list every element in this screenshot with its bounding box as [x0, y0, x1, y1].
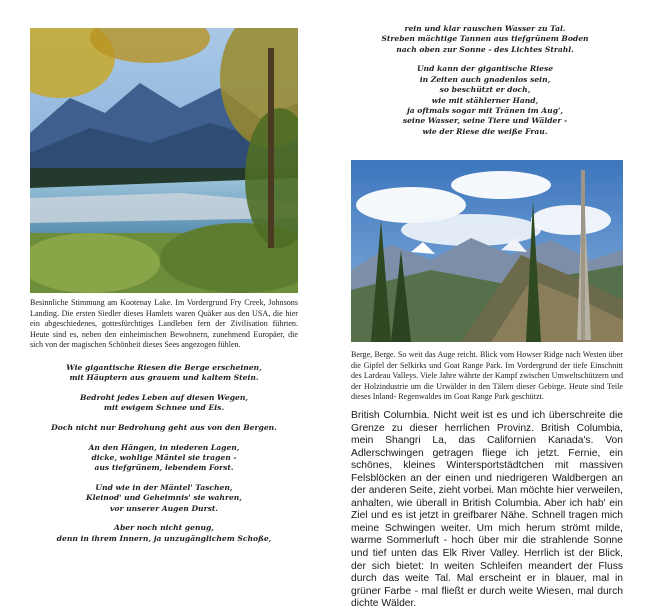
- poem-line: vor unserer Augen Durst.: [110, 503, 218, 513]
- poem-line: An den Hängen, in niederen Lagen,: [88, 442, 240, 452]
- poem-line: Streben mächtige Tannen aus tiefgrünem Boden: [381, 34, 589, 44]
- poem-stanza: [30, 393, 298, 414]
- poem-stanza: [30, 443, 298, 474]
- poem-line: Bedroht jedes Leben auf diesen Wegen,: [79, 393, 249, 402]
- poem-line: in Zeiten auch gnadenlos sein,: [419, 74, 551, 84]
- poem-right: [350, 24, 620, 146]
- lake-landscape-image: [30, 28, 298, 293]
- poem-line: mit Häuptern aus grauem und kaltem Stein.: [69, 373, 259, 383]
- poem-line: nach oben zur Sonne - des Lichtes Strahl.: [396, 44, 574, 54]
- poem-line: aus tiefgrünem, lebendem Forst.: [94, 463, 234, 473]
- poem-line: Wie gigantische Riesen die Berge erscheinen,: [66, 363, 262, 372]
- poem-stanza: [30, 363, 298, 384]
- poem-stanza: [30, 483, 298, 514]
- poem-stanza: [30, 423, 298, 433]
- poem-line: denn in ihrem Innern, ja unzugänglichem Schoße,: [56, 533, 272, 543]
- body-text: British Columbia. Nicht weit ist es und ich überschreite die Grenze zu dieser herrlichen Provinz. British Columbia, mein Shangri La, das Californien Kanada's. Von Adlerschwingen getragen fliege ich jetzt. Fernie, ein schönes, kleines Wintersportstädtchen mit massiven Felsblöcken an der einen und niedrigeren Waldbergen an der anderen Seite, zieht vorbei. Man möchte hier verweilen, anhalten, wie überall in British Columbia. Aber ich hab' ein Ziel und es ist jetzt in greifbarer Nähe. Schnell tragen mich meine Schwingen weiter. Um mich herum strömt milde, warme Sommerluft - hoch über mir die strahlende Sonne und tief unten das Elk River Valley. Herrlich ist der Blick, der sich bietet: In weiten Schleifen meandert der Fluss durch das weite Tal. Mal erscheint er in blauer, mal in grüner Farbe - mal fließt er durch weite Wiesen, mal durch dichte Wälder.: [351, 410, 623, 610]
- poem-line: Und wie in der Mäntel' Taschen,: [95, 483, 233, 492]
- poem-line: wie der Riese die weiße Frau.: [422, 126, 548, 136]
- poem-line: Kleinod' und Geheimnis' sie wahren,: [86, 493, 242, 503]
- lake-photo-caption: Besinnliche Stimmung am Kootenay Lake. Im Vordergrund Fry Creek, Johnsons Landing. Die ersten Siedler dieses Hamlets waren Quäker aus den USA, die hier ein abgeschiedenes, gottesfürchtiges Landleben fern der Zivilisation führten. Heute sind es, neben den einheimischen Bewohnern, zunehmend Europäer, die sich von der magischen Schönheit dieses Sees angezogen fühlen.: [30, 298, 298, 350]
- poem-line: wie mit stählerner Hand,: [431, 95, 539, 105]
- lake-landscape-photo: [30, 28, 298, 293]
- poem-line: Und kann der gigantische Riese: [416, 64, 554, 74]
- poem-stanza: [350, 64, 620, 137]
- poem-line: seine Wasser, seine Tiere und Wälder -: [402, 116, 568, 126]
- poem-line: so beschützt er doch,: [439, 85, 531, 95]
- poem-left: [30, 363, 298, 553]
- poem-line: Aber noch nicht genug,: [114, 523, 214, 533]
- poem-line: dicke, wohlige Mäntel sie tragen -: [91, 453, 237, 462]
- poem-line: mit ewigem Schnee und Eis.: [103, 403, 225, 413]
- ridge-photo-caption: Berge, Berge. So weit das Auge reicht. Blick vom Howser Ridge nach Westen über die Gipfel der Selkirks und Goat Range Park. Im Vordergrund der tiefe Einschnitt des Lardeau Valleys. Viele Jahre währte der Kampf zwischen Umweltschützern und der Holzindustrie um die Urwälder in den Tälern dieser Gebirge. Heute sind Teile dieses Inland- Regenwaldes im Goat Range Park geschützt.: [351, 350, 623, 402]
- poem-stanza: [350, 24, 620, 55]
- mountain-ridge-image: [351, 160, 623, 342]
- poem-line: ja oftmals sogar mit Tränen im Aug',: [407, 106, 563, 116]
- mountain-ridge-photo: [351, 160, 623, 342]
- poem-line: Doch nicht nur Bedrohung geht aus von den Bergen.: [51, 423, 277, 432]
- poem-line: rein und klar rauschen Wasser zu Tal.: [404, 24, 566, 33]
- poem-stanza: [30, 523, 298, 544]
